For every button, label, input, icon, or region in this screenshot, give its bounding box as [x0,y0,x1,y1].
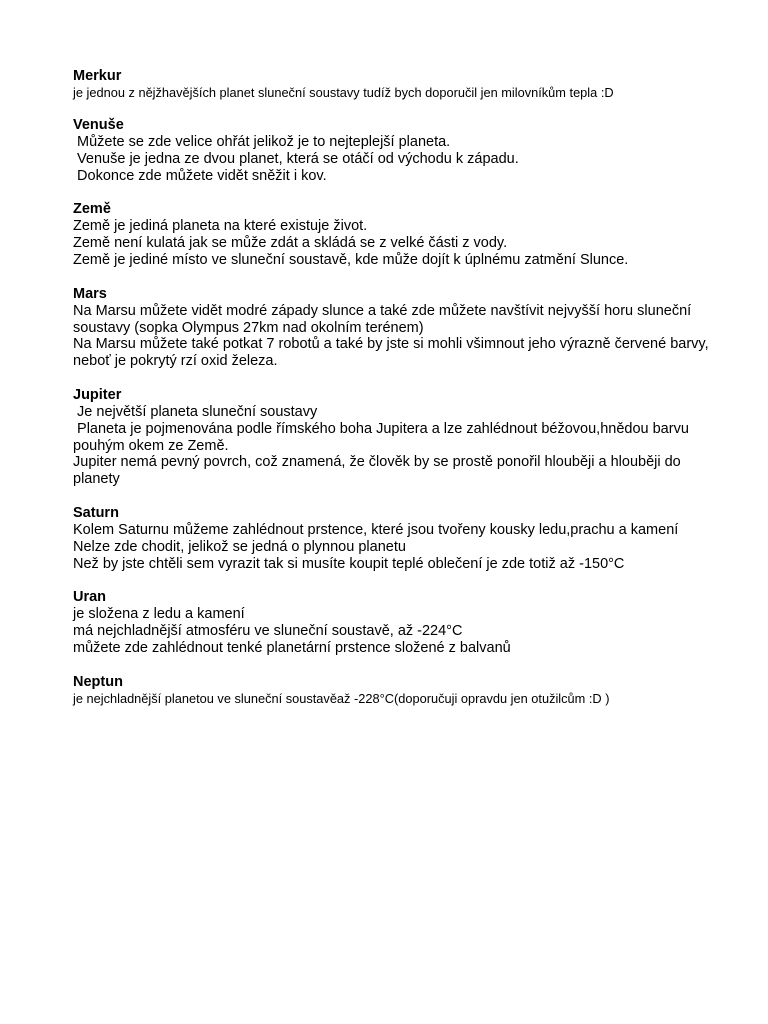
section-text-line: Země není kulatá jak se může zdát a skládá se z velké části z vody. [73,235,508,252]
section-text-line: Planeta je pojmenována podle římského boha Jupitera a lze zahlédnout béžovou,hnědou barvu pouhým okem ze Země. [73,420,693,454]
section-text-line: Na Marsu můžete vidět modré západy slunce a také zde můžete navštívit nejvyšší horu sluneční soustavy (sopka Olympus 27km nad okolním terénem) [73,302,696,336]
section-zeme [73,201,713,268]
section-text-line: Nelze zde chodit, jelikož se jedná o plynnou planetu [73,538,406,555]
section-merkur [73,68,713,100]
section-text-line: Dokonce zde můžete vidět sněžit i kov. [73,167,327,184]
section-text-line: Země je jediné místo ve sluneční soustavě, kde může dojít k úplnému zatmění Slunce. [73,251,629,268]
section-text-line: Venuše je jedna ze dvou planet, která se otáčí od východu k západu. [73,150,519,167]
section-venuse [73,117,713,184]
section-text-line: Země je jediná planeta na které existuje život. [73,218,368,235]
section-heading: Uran [73,589,107,606]
section-mars [73,286,713,370]
section-jupiter [73,387,713,488]
section-heading: Neptun [73,673,123,690]
section-text-line: Je největší planeta sluneční soustavy [73,403,318,420]
section-saturn [73,505,713,572]
section-heading: Saturn [73,504,119,521]
section-heading: Mars [73,285,107,302]
section-text-line: je složena z ledu a kamení [73,606,245,623]
section-text-line: Můžete se zde velice ohřát jelikož je to nejteplejší planeta. [73,134,451,150]
section-text-line: Jupiter nemá pevný povrch, což znamená, že člověk by se prostě ponořil hlouběji a hlouběji do planety [73,454,685,488]
section-uran [73,589,713,656]
section-heading: Jupiter [73,386,122,403]
document-page [73,68,713,723]
section-heading: Merkur [73,68,122,84]
section-text-line: Na Marsu můžete také potkat 7 robotů a také by jste si mohli všimnout jeho výrazně červené barvy, neboť je pokrytý rzí oxid železa. [73,336,713,370]
section-text-line: má nejchladnější atmosféru ve sluneční soustavě, až -224°C [73,623,463,640]
section-heading: Země [73,201,111,218]
section-text-line: je nejchladnější planetou ve sluneční soustavěaž -228°C(doporučuji opravdu jen otužilcům :D ) [73,690,610,706]
section-text-line: Kolem Saturnu můžeme zahlédnout prstence, které jsou tvořeny kousky ledu,prachu a kamení [73,521,679,538]
section-text-line: Než by jste chtěli sem vyrazit tak si musíte koupit teplé oblečení je zde totiž až -150°C [73,555,625,572]
section-text-line: můžete zde zahlédnout tenké planetární prstence složené z balvanů [73,639,511,656]
section-text-line: je jednou z nějžhavějších planet sluneční soustavy tudíž bych doporučil jen milovníkům tepla :D [73,85,614,100]
section-neptun [73,674,713,706]
section-heading: Venuše [73,117,124,133]
